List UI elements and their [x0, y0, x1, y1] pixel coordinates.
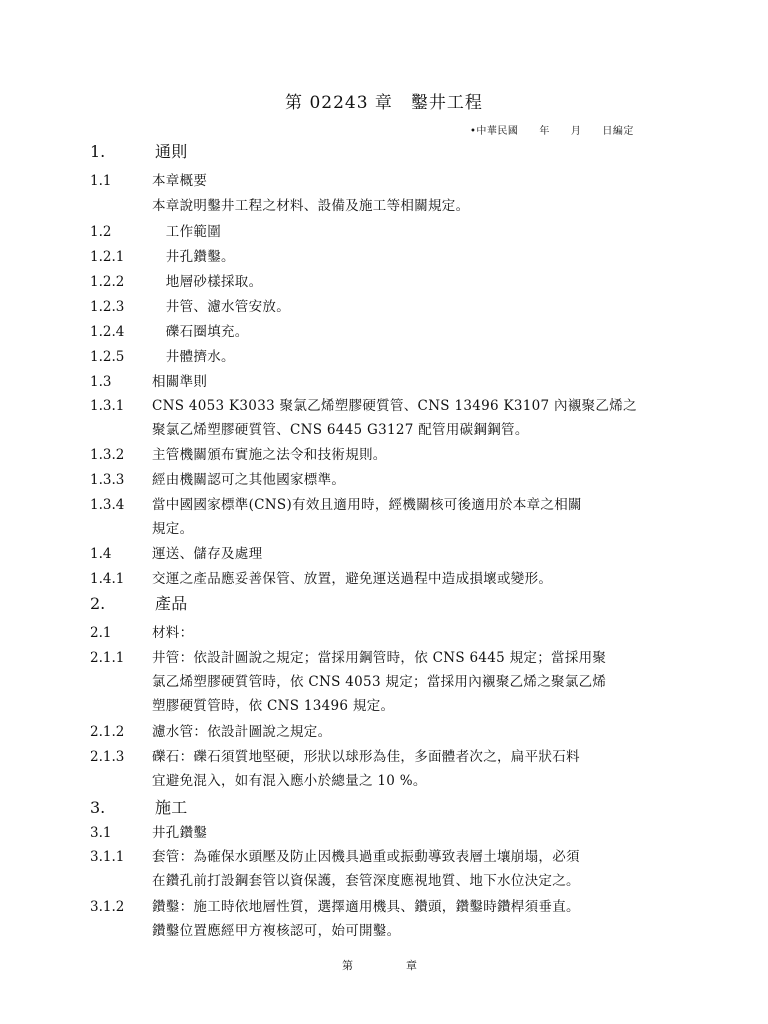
clause-number: 1.2.4: [90, 324, 125, 340]
clause-number: 3.: [90, 798, 106, 817]
clause-number: 3.1.1: [90, 849, 125, 865]
clause-number: 3.1.2: [90, 899, 125, 915]
clause-text: 施工: [155, 798, 188, 817]
clause-number: 1.1: [90, 173, 112, 189]
clause-number: 1.: [90, 142, 106, 161]
clause-text: 規定。: [152, 521, 194, 537]
clause-text: 鑽鑿：施工時依地層性質，選擇適用機具、鑽頭，鑽鑿時鑽桿須垂直。: [152, 899, 580, 915]
clause-number: 1.3.3: [90, 472, 125, 488]
clause-text: 宜避免混入，如有混入應小於總量之 10 %。: [152, 773, 427, 789]
page-footer: [342, 957, 417, 973]
clause-text: 氯乙烯塑膠硬質管時，依 CNS 4053 規定；當採用內襯聚乙烯之聚氯乙烯: [152, 674, 607, 690]
clause-text: 相關準則: [152, 374, 208, 390]
clause-text: 井體擠水。: [152, 349, 235, 365]
clause-text: CNS 4053 K3033 聚氯乙烯塑膠硬質管、CNS 13496 K3107 內襯聚乙烯之: [152, 398, 637, 414]
clause-text: 本章概要: [152, 173, 208, 189]
clause-number: 1.3.4: [90, 497, 125, 513]
clause-text: 地層砂樣採取。: [152, 274, 263, 290]
clause-number: 2.1.3: [90, 749, 125, 765]
clause-number: 1.2: [90, 224, 112, 240]
clause-number: 3.1: [90, 825, 112, 841]
clause-number: 2.1.1: [90, 650, 125, 666]
clause-text: 聚氯乙烯塑膠硬質管、CNS 6445 G3127 配管用碳鋼鋼管。: [152, 422, 529, 438]
clause-text: 運送、儲存及處理: [152, 546, 263, 562]
clause-text: 通則: [155, 142, 188, 161]
clause-number: 1.4.1: [90, 571, 125, 587]
clause-text: 濾水管：依設計圖說之規定。: [152, 724, 332, 740]
date-line: •中華民國 年 月 日編定: [470, 126, 634, 137]
clause-text: 主管機關頒布實施之法令和技術規則。: [152, 447, 387, 463]
clause-number: 2.1: [90, 625, 112, 641]
clause-text: 礫石圈填充。: [152, 324, 249, 340]
clause-text: 塑膠硬質管時，依 CNS 13496 規定。: [152, 698, 395, 714]
clause-number: 2.: [90, 594, 106, 613]
clause-number: 1.3.1: [90, 398, 125, 414]
footer-chapter-suffix: 章: [406, 959, 417, 972]
clause-text: 交運之產品應妥善保管、放置，避免運送過程中造成損壞或變形。: [152, 571, 553, 587]
clause-text: 礫石：礫石須質地堅硬，形狀以球形為佳，多面體者次之，扁平狀石料: [152, 749, 580, 765]
clause-number: 1.2.3: [90, 299, 125, 315]
clause-text: 材料：: [152, 625, 194, 641]
clause-text: 鑽鑿位置應經甲方複核認可，始可開鑿。: [152, 923, 401, 939]
clause-number: 1.2.5: [90, 349, 125, 365]
clause-text: 井管：依設計圖說之規定；當採用鋼管時，依 CNS 6445 規定；當採用聚: [152, 650, 607, 666]
clause-text: 井孔鑽鑿: [152, 825, 208, 841]
page-title: 第 02243 章 鑿井工程: [285, 93, 483, 113]
footer-chapter-prefix: 第: [342, 959, 353, 972]
clause-number: 1.2.1: [90, 249, 125, 265]
clause-text: 套管：為確保水頭壓及防止因機具過重或振動導致表層土壤崩塌，必須: [152, 849, 580, 865]
clause-text: 井管、濾水管安放。: [152, 299, 290, 315]
clause-text: 經由機關認可之其他國家標準。: [152, 472, 346, 488]
clause-text: 本章說明鑿井工程之材料、設備及施工等相關規定。: [152, 198, 470, 214]
clause-text: 井孔鑽鑿。: [152, 249, 235, 265]
clause-text: 工作範圍: [152, 224, 221, 240]
clause-number: 1.2.2: [90, 274, 125, 290]
clause-number: 2.1.2: [90, 724, 125, 740]
clause-text: 在鑽孔前打設鋼套管以資保護，套管深度應視地質、地下水位決定之。: [152, 873, 580, 889]
clause-number: 1.3.2: [90, 447, 125, 463]
clause-text: 當中國國家標準(CNS)有效且適用時，經機關核可後適用於本章之相關: [152, 497, 582, 513]
clause-number: 1.4: [90, 546, 112, 562]
clause-text: 產品: [155, 594, 188, 613]
clause-number: 1.3: [90, 374, 112, 390]
